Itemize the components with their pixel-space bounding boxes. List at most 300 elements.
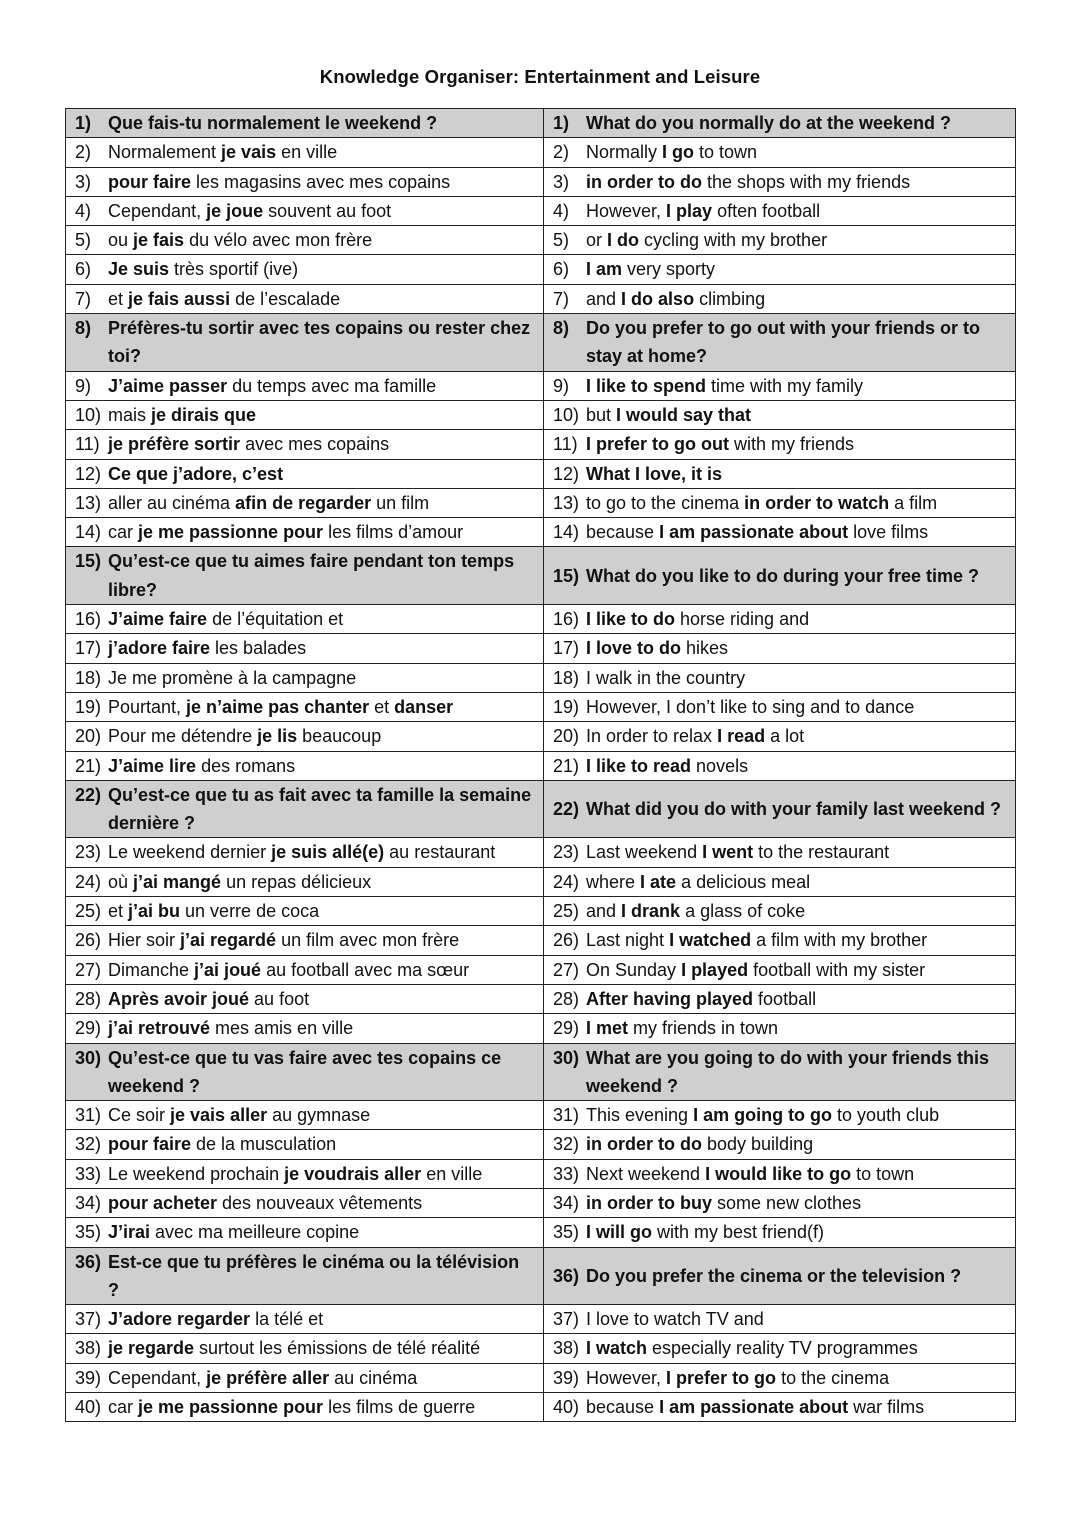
phrase-text: la télé et xyxy=(250,1309,324,1330)
item-number: 14) xyxy=(75,522,102,543)
phrase-text: and xyxy=(586,288,622,309)
phrase-text: car xyxy=(108,1397,139,1418)
phrase-text: to town xyxy=(851,1163,915,1184)
phrase-text: hikes xyxy=(681,638,729,659)
phrase-text: where xyxy=(586,871,641,892)
phrase-text: However, xyxy=(586,1367,667,1388)
phrase-text: to the restaurant xyxy=(753,842,890,863)
key-phrase: I watched xyxy=(669,930,752,951)
key-phrase: I will go xyxy=(586,1222,652,1243)
item-number: 1) xyxy=(75,113,92,133)
item-number: 30) xyxy=(75,1047,102,1068)
phrase-text: but xyxy=(586,404,617,425)
phrase-text: I love to watch TV and xyxy=(586,1309,764,1330)
french-cell xyxy=(66,430,544,459)
french-cell xyxy=(66,955,544,984)
english-phrase xyxy=(586,518,1007,546)
item-number: 7) xyxy=(75,288,92,309)
key-phrase: I would like to go xyxy=(705,1163,852,1184)
english-phrase xyxy=(586,634,1007,662)
french-phrase xyxy=(108,985,535,1013)
table-row xyxy=(66,722,1016,751)
item-number: 36) xyxy=(75,1251,102,1272)
english-phrase xyxy=(586,795,1007,823)
item-number: 5) xyxy=(553,230,570,251)
english-phrase xyxy=(586,109,1007,137)
item-number: 31) xyxy=(553,1105,580,1126)
phrase-text: In order to relax xyxy=(586,726,718,747)
item-number: 21) xyxy=(553,755,580,776)
key-phrase: je fais aussi xyxy=(128,288,231,309)
phrase-text: because xyxy=(586,522,660,543)
phrase-text: des nouveaux vêtements xyxy=(217,1192,423,1213)
english-cell xyxy=(544,1334,1016,1363)
english-phrase xyxy=(586,1189,1007,1217)
item-number: 35) xyxy=(75,1222,102,1243)
phrase-text: Qu’est-ce que tu aimes faire pendant ton temps libre? xyxy=(108,551,515,600)
item-number: 37) xyxy=(553,1309,580,1330)
item-number: 40) xyxy=(553,1397,580,1418)
english-phrase xyxy=(586,897,1007,925)
french-phrase xyxy=(108,138,535,166)
phrase-text: some new clothes xyxy=(712,1192,862,1213)
table-row xyxy=(66,1014,1016,1043)
phrase-text: with my friends xyxy=(729,434,855,455)
english-phrase xyxy=(586,1334,1007,1362)
english-cell xyxy=(544,488,1016,517)
french-phrase xyxy=(108,956,535,984)
phrase-text: horse riding and xyxy=(675,609,810,630)
item-number: 12) xyxy=(553,463,580,484)
key-phrase: je me passionne pour xyxy=(138,1397,324,1418)
phrase-text: On Sunday xyxy=(586,959,682,980)
english-cell xyxy=(544,459,1016,488)
phrase-text: to go to the cinema xyxy=(586,492,745,513)
english-cell xyxy=(544,1188,1016,1217)
key-phrase: Après avoir joué xyxy=(108,988,250,1009)
key-phrase: je lis xyxy=(257,726,298,747)
key-phrase: I watch xyxy=(586,1338,648,1359)
phrase-text: Hier soir xyxy=(108,930,181,951)
key-phrase: I do also xyxy=(621,288,695,309)
french-cell xyxy=(66,1393,544,1422)
phrase-text: novels xyxy=(691,755,749,776)
key-phrase: j’ai mangé xyxy=(133,871,222,892)
english-cell xyxy=(544,897,1016,926)
table-row xyxy=(66,226,1016,255)
french-phrase xyxy=(108,1393,535,1421)
item-number: 38) xyxy=(75,1338,102,1359)
table-row xyxy=(66,284,1016,313)
item-number: 25) xyxy=(75,901,102,922)
french-phrase xyxy=(108,197,535,225)
phrase-text: What do you normally do at the weekend ? xyxy=(586,113,952,133)
item-number: 27) xyxy=(553,959,580,980)
item-number: 1) xyxy=(553,113,570,133)
phrase-text: football with my sister xyxy=(748,959,926,980)
phrase-text: Cependant, xyxy=(108,200,207,221)
french-cell xyxy=(66,459,544,488)
phrase-text: This evening xyxy=(586,1105,694,1126)
key-phrase: I ate xyxy=(640,871,677,892)
french-phrase xyxy=(108,518,535,546)
key-phrase: j’ai joué xyxy=(194,959,262,980)
french-phrase xyxy=(108,838,535,866)
key-phrase: j’ai retrouvé xyxy=(108,1018,211,1039)
item-number: 7) xyxy=(553,288,570,309)
phrase-text: Pour me détendre xyxy=(108,726,258,747)
french-cell xyxy=(66,897,544,926)
french-cell xyxy=(66,1363,544,1392)
table-row xyxy=(66,1130,1016,1159)
key-phrase: What I love, it is xyxy=(586,463,723,484)
english-cell xyxy=(544,722,1016,751)
item-number: 8) xyxy=(553,318,570,339)
french-cell xyxy=(66,226,544,255)
french-cell xyxy=(66,1334,544,1363)
key-phrase: je dirais que xyxy=(151,404,257,425)
item-number: 6) xyxy=(553,259,570,280)
english-cell xyxy=(544,196,1016,225)
french-cell xyxy=(66,284,544,313)
phrase-text: et xyxy=(108,288,129,309)
phrase-text: très sportif (ive) xyxy=(169,259,299,280)
phrase-text: souvent au foot xyxy=(263,200,392,221)
phrase-text: ou xyxy=(108,230,134,251)
english-cell xyxy=(544,226,1016,255)
phrase-text: au football avec ma sœur xyxy=(261,959,470,980)
english-phrase xyxy=(586,197,1007,225)
table-row xyxy=(66,400,1016,429)
table-row xyxy=(66,1363,1016,1392)
english-phrase xyxy=(586,1218,1007,1246)
phrase-text: Last night xyxy=(586,930,670,951)
phrase-text: Do you prefer the cinema or the television ? xyxy=(586,1265,962,1286)
table-row xyxy=(66,692,1016,721)
item-number: 34) xyxy=(553,1192,580,1213)
item-number: 18) xyxy=(75,667,102,688)
french-phrase xyxy=(108,1189,535,1217)
french-cell xyxy=(66,663,544,692)
french-cell xyxy=(66,1101,544,1130)
item-number: 26) xyxy=(553,930,580,951)
table-row xyxy=(66,138,1016,167)
french-cell xyxy=(66,780,544,838)
french-cell xyxy=(66,838,544,867)
english-phrase xyxy=(586,562,1007,590)
item-number: 23) xyxy=(75,842,102,863)
table-row xyxy=(66,1305,1016,1334)
french-phrase xyxy=(108,109,535,137)
french-phrase xyxy=(108,634,535,662)
phrase-text: un film xyxy=(371,492,430,513)
phrase-text: the shops with my friends xyxy=(702,171,911,192)
english-phrase xyxy=(586,255,1007,283)
english-phrase xyxy=(586,138,1007,166)
vocab-table xyxy=(65,108,1016,1422)
item-number: 2) xyxy=(75,142,92,163)
phrase-text: avec ma meilleure copine xyxy=(150,1222,360,1243)
phrase-text: often football xyxy=(712,200,821,221)
item-number: 33) xyxy=(75,1163,102,1184)
phrase-text: Je me promène à la campagne xyxy=(108,667,357,688)
phrase-text: However, xyxy=(586,200,667,221)
phrase-text: et xyxy=(108,901,129,922)
item-number: 19) xyxy=(553,696,580,717)
phrase-text: Pourtant, xyxy=(108,696,187,717)
key-phrase: I prefer to go xyxy=(666,1367,777,1388)
item-number: 13) xyxy=(553,492,580,513)
question-row xyxy=(66,547,1016,605)
item-number: 34) xyxy=(75,1192,102,1213)
item-number: 16) xyxy=(553,609,580,630)
phrase-text: body building xyxy=(702,1134,814,1155)
english-cell xyxy=(544,547,1016,605)
english-phrase xyxy=(586,868,1007,896)
table-row xyxy=(66,1393,1016,1422)
item-number: 35) xyxy=(553,1222,580,1243)
item-number: 16) xyxy=(75,609,102,630)
english-cell xyxy=(544,400,1016,429)
key-phrase: I like to spend xyxy=(586,375,707,396)
phrase-text: love films xyxy=(848,522,929,543)
key-phrase: I am xyxy=(586,259,623,280)
french-cell xyxy=(66,1305,544,1334)
key-phrase: j’adore faire xyxy=(108,638,211,659)
english-cell xyxy=(544,284,1016,313)
key-phrase: afin de regarder xyxy=(235,492,372,513)
table-row xyxy=(66,1334,1016,1363)
key-phrase: je voudrais aller xyxy=(284,1163,422,1184)
phrase-text: les films de guerre xyxy=(323,1397,476,1418)
french-phrase xyxy=(108,401,535,429)
table-row xyxy=(66,663,1016,692)
question-row xyxy=(66,1247,1016,1305)
english-phrase xyxy=(586,752,1007,780)
english-phrase xyxy=(586,956,1007,984)
key-phrase: Je suis xyxy=(108,259,170,280)
item-number: 30) xyxy=(553,1047,580,1068)
french-cell xyxy=(66,926,544,955)
phrase-text: de l’escalade xyxy=(230,288,341,309)
phrase-text: However, I don’t like to sing and to dance xyxy=(586,696,915,717)
key-phrase: I am passionate about xyxy=(659,522,849,543)
table-row xyxy=(66,1218,1016,1247)
page-title: Knowledge Organiser: Entertainment and Leisure xyxy=(319,66,761,87)
key-phrase: je fais xyxy=(133,230,185,251)
english-phrase xyxy=(586,489,1007,517)
key-phrase: j’ai regardé xyxy=(180,930,277,951)
phrase-text: very sporty xyxy=(622,259,716,280)
english-cell xyxy=(544,926,1016,955)
phrase-text: du vélo avec mon frère xyxy=(184,230,373,251)
english-phrase xyxy=(586,838,1007,866)
phrase-text: en ville xyxy=(276,142,338,163)
item-number: 17) xyxy=(75,638,102,659)
french-phrase xyxy=(108,1101,535,1129)
table-row xyxy=(66,634,1016,663)
french-cell xyxy=(66,138,544,167)
item-number: 17) xyxy=(553,638,580,659)
table-row xyxy=(66,751,1016,780)
french-cell xyxy=(66,1188,544,1217)
french-phrase xyxy=(108,1130,535,1158)
phrase-text: a film xyxy=(889,492,938,513)
phrase-text: Normally xyxy=(586,142,663,163)
french-phrase xyxy=(108,1218,535,1246)
key-phrase: in order to buy xyxy=(586,1192,712,1213)
phrase-text: Ce soir xyxy=(108,1105,171,1126)
french-phrase xyxy=(108,547,535,604)
key-phrase: pour acheter xyxy=(108,1192,218,1213)
french-phrase xyxy=(108,752,535,780)
item-number: 22) xyxy=(75,784,102,805)
french-cell xyxy=(66,314,544,372)
french-phrase xyxy=(108,1014,535,1042)
key-phrase: Ce que j’adore, c’est xyxy=(108,463,284,484)
english-phrase xyxy=(586,1130,1007,1158)
french-cell xyxy=(66,1014,544,1043)
french-phrase xyxy=(108,430,535,458)
phrase-text: to youth club xyxy=(832,1105,940,1126)
phrase-text: mes amis en ville xyxy=(210,1018,354,1039)
english-cell xyxy=(544,663,1016,692)
english-cell xyxy=(544,634,1016,663)
item-number: 25) xyxy=(553,901,580,922)
french-cell xyxy=(66,751,544,780)
phrase-text: en ville xyxy=(421,1163,483,1184)
french-phrase xyxy=(108,1044,535,1101)
english-phrase xyxy=(586,1044,1007,1101)
key-phrase: I would say that xyxy=(616,404,752,425)
english-cell xyxy=(544,605,1016,634)
english-phrase xyxy=(586,226,1007,254)
key-phrase: J’aime faire xyxy=(108,609,208,630)
item-number: 33) xyxy=(553,1163,580,1184)
french-cell xyxy=(66,255,544,284)
item-number: 29) xyxy=(553,1018,580,1039)
french-cell xyxy=(66,722,544,751)
key-phrase: je vais aller xyxy=(170,1105,268,1126)
item-number: 31) xyxy=(75,1105,102,1126)
table-row xyxy=(66,955,1016,984)
phrase-text: my friends in town xyxy=(628,1018,779,1039)
phrase-text: climbing xyxy=(694,288,766,309)
phrase-text: to the cinema xyxy=(776,1367,890,1388)
phrase-text: au cinéma xyxy=(329,1367,418,1388)
french-cell xyxy=(66,1218,544,1247)
phrase-text: au gymnase xyxy=(267,1105,371,1126)
french-phrase xyxy=(108,1160,535,1188)
key-phrase: danser xyxy=(394,696,454,717)
key-phrase: J’irai xyxy=(108,1222,151,1243)
table-row xyxy=(66,867,1016,896)
phrase-text: Last weekend xyxy=(586,842,703,863)
table-row xyxy=(66,838,1016,867)
english-phrase xyxy=(586,401,1007,429)
english-cell xyxy=(544,371,1016,400)
phrase-text: Dimanche xyxy=(108,959,195,980)
table-row xyxy=(66,518,1016,547)
table-row xyxy=(66,196,1016,225)
key-phrase: je me passionne pour xyxy=(138,522,324,543)
english-phrase xyxy=(586,693,1007,721)
phrase-text: un verre de coca xyxy=(180,901,320,922)
phrase-text: au restaurant xyxy=(384,842,496,863)
item-number: 9) xyxy=(553,375,570,396)
phrase-text: de l’équitation et xyxy=(207,609,344,630)
french-cell xyxy=(66,371,544,400)
phrase-text: to town xyxy=(694,142,758,163)
table-row xyxy=(66,984,1016,1013)
english-cell xyxy=(544,1130,1016,1159)
item-number: 24) xyxy=(553,871,580,892)
table-row xyxy=(66,488,1016,517)
phrase-text: car xyxy=(108,522,139,543)
item-number: 28) xyxy=(553,988,580,1009)
french-phrase xyxy=(108,1305,535,1333)
french-cell xyxy=(66,196,544,225)
french-phrase xyxy=(108,1248,535,1305)
key-phrase: I played xyxy=(681,959,749,980)
english-cell xyxy=(544,430,1016,459)
item-number: 8) xyxy=(75,318,92,339)
item-number: 13) xyxy=(75,492,102,513)
french-phrase xyxy=(108,226,535,254)
key-phrase: in order to do xyxy=(586,1134,702,1155)
phrase-text: des romans xyxy=(196,755,296,776)
phrase-text: What are you going to do with your friends this weekend ? xyxy=(586,1047,989,1096)
key-phrase: I met xyxy=(586,1018,629,1039)
english-phrase xyxy=(586,372,1007,400)
key-phrase: I am going to go xyxy=(693,1105,833,1126)
english-cell xyxy=(544,167,1016,196)
french-phrase xyxy=(108,722,535,750)
french-cell xyxy=(66,1043,544,1101)
key-phrase: je préfère sortir xyxy=(108,434,241,455)
key-phrase: After having played xyxy=(586,988,754,1009)
key-phrase: je suis allé(e) xyxy=(271,842,385,863)
item-number: 19) xyxy=(75,696,102,717)
french-cell xyxy=(66,167,544,196)
phrase-text: au foot xyxy=(249,988,310,1009)
french-cell xyxy=(66,605,544,634)
item-number: 10) xyxy=(553,404,580,425)
phrase-text: Préfères-tu sortir avec tes copains ou rester chez toi? xyxy=(108,318,531,367)
table-row xyxy=(66,459,1016,488)
phrase-text: Qu’est-ce que tu as fait avec ta famille la semaine dernière ? xyxy=(108,784,532,834)
table-row xyxy=(66,371,1016,400)
item-number: 11) xyxy=(75,434,100,455)
french-phrase xyxy=(108,489,535,517)
item-number: 26) xyxy=(75,930,102,951)
item-number: 24) xyxy=(75,871,102,892)
phrase-text: a delicious meal xyxy=(676,871,811,892)
phrase-text: les films d’amour xyxy=(323,522,464,543)
table-row xyxy=(66,167,1016,196)
english-cell xyxy=(544,780,1016,838)
french-cell xyxy=(66,518,544,547)
key-phrase: I am passionate about xyxy=(659,1397,849,1418)
english-phrase xyxy=(586,314,1007,371)
item-number: 15) xyxy=(553,565,580,586)
phrase-text: football xyxy=(753,988,817,1009)
phrase-text: mais xyxy=(108,404,152,425)
french-cell xyxy=(66,400,544,429)
english-cell xyxy=(544,1305,1016,1334)
phrase-text: war films xyxy=(848,1397,925,1418)
english-phrase xyxy=(586,926,1007,954)
